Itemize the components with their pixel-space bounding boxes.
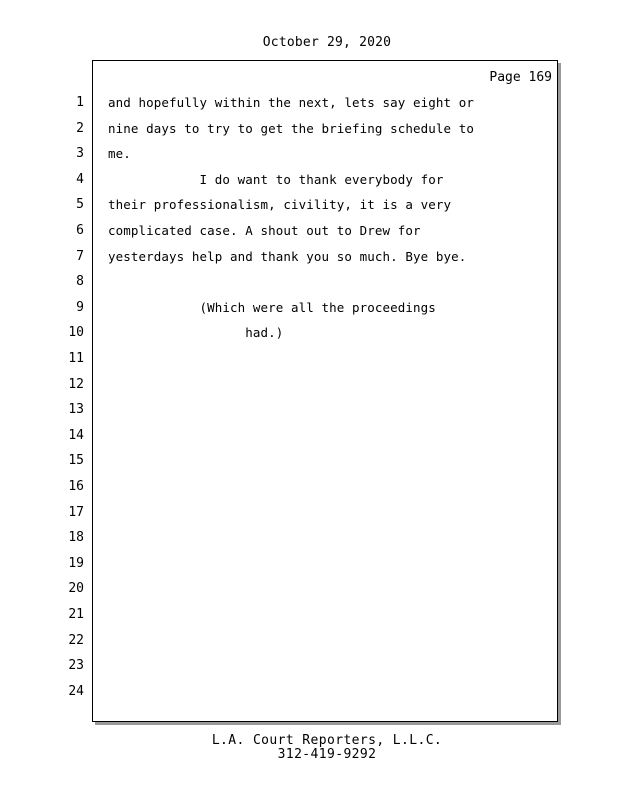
line-number: 8 [76, 274, 84, 290]
page-number: Page 169 [489, 70, 552, 85]
line-number: 17 [68, 504, 84, 520]
line-number: 13 [68, 402, 84, 418]
line-number: 19 [68, 555, 84, 571]
line-number: 21 [68, 607, 84, 622]
line-text: me. [108, 146, 131, 162]
line-number: 18 [68, 530, 84, 546]
line-number: 24 [68, 683, 84, 699]
line-number: 3 [76, 146, 84, 162]
line-number: 16 [68, 479, 84, 494]
line-number: 6 [76, 223, 84, 238]
line-text: and hopefully within the next, lets say eight or [108, 95, 475, 110]
line-number: 2 [76, 120, 84, 136]
line-text: complicated case. A shout out to Drew for [108, 223, 421, 238]
line-number: 22 [68, 632, 84, 648]
line-text: yesterdays help and thank you so much. Bye bye. [108, 248, 467, 264]
line-number: 11 [68, 351, 84, 366]
line-number: 15 [68, 453, 84, 469]
line-number: 23 [68, 658, 84, 674]
footer-phone: 312-419-9292 [277, 747, 377, 762]
line-number: 1 [76, 95, 84, 110]
line-number: 12 [68, 376, 84, 392]
line-number: 14 [68, 427, 84, 443]
header-date: October 29, 2020 [262, 35, 392, 50]
line-number: 4 [76, 171, 84, 187]
line-text: had.) [108, 325, 284, 341]
footer-company: L.A. Court Reporters, L.L.C. [211, 733, 443, 748]
line-text: (Which were all the proceedings [108, 299, 436, 315]
line-number: 20 [68, 581, 84, 597]
line-text: I do want to thank everybody for [108, 171, 444, 187]
line-number: 5 [76, 197, 84, 213]
line-number: 10 [68, 325, 84, 341]
line-number: 7 [76, 248, 84, 264]
line-text: nine days to try to get the briefing schedule to [108, 120, 475, 136]
line-number: 9 [76, 299, 84, 315]
line-text: their professionalism, civility, it is a very [108, 197, 452, 213]
